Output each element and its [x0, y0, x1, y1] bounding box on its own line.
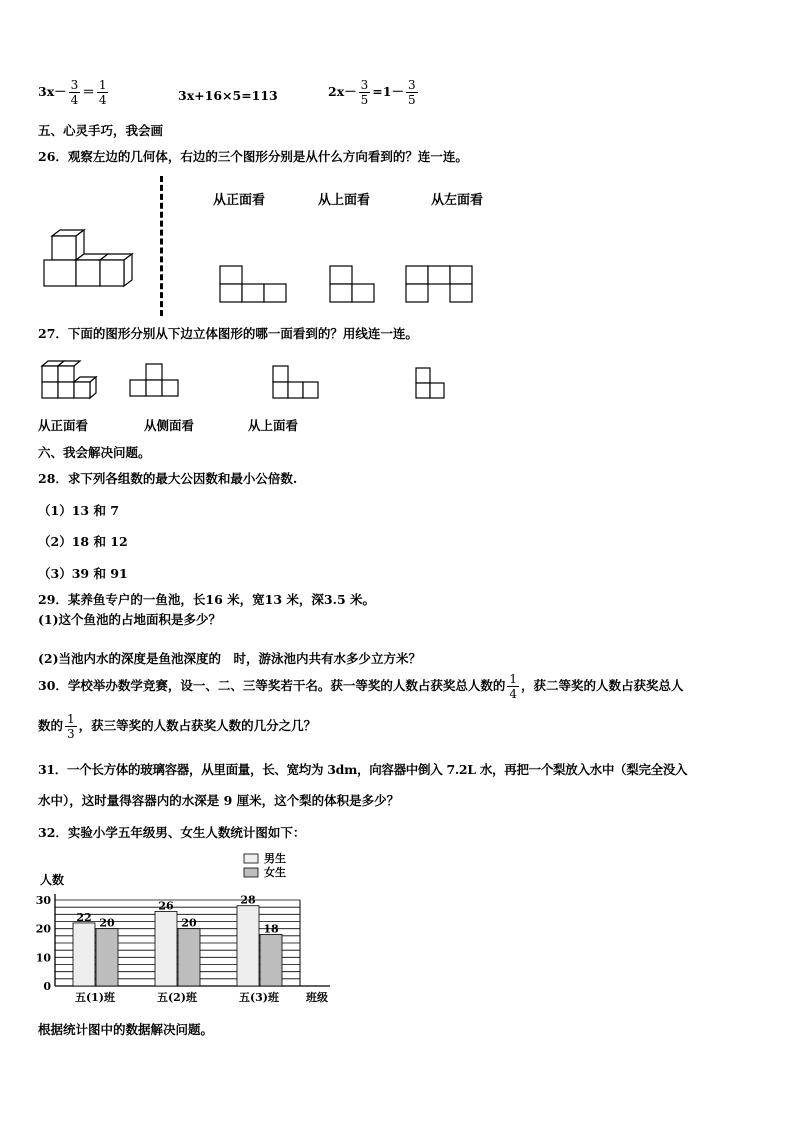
y-tick-label: 10: [35, 951, 51, 965]
label-front-view: 从正面看: [213, 193, 266, 208]
data-label: 26: [158, 899, 174, 913]
question-29: 29．某养鱼专户的一鱼池，长16 米，宽13 米，深3.5 米。: [38, 592, 375, 607]
x-tick-label: 五(3)班: [238, 991, 280, 1004]
q26-view-c: [406, 266, 476, 304]
data-label: 20: [181, 916, 197, 930]
equation-2: 3x+16×5=113: [178, 88, 278, 103]
q29-sub-1: (1)这个鱼池的占地面积是多少？: [38, 612, 222, 627]
section-5-heading: 五、心灵手巧，我会画: [38, 123, 164, 138]
section-6-heading: 六、我会解决问题。: [38, 445, 151, 460]
data-label: 20: [99, 916, 115, 930]
data-label: 22: [76, 910, 92, 924]
q28-item-3: （3）39 和 91: [38, 566, 128, 581]
legend-label: 女生: [264, 866, 286, 879]
q27-solid-figure: [40, 358, 102, 400]
equation-1: 3x－ $\frac{3}{4}$ ＝ $\frac{1}{4}$: [38, 78, 107, 107]
q26-view-a: [220, 266, 290, 304]
bar: [155, 911, 177, 986]
label-top-view: 从上面看: [318, 193, 371, 208]
legend-swatch: [244, 868, 258, 877]
question-31-line-1: 31．一个长方体的玻璃容器，从里面量，长、宽均为 3dm，向容器中倒入 7.2L 水，再把一个梨放入水中（梨完全没入: [38, 762, 688, 777]
q26-solid-figure: [40, 228, 140, 292]
label-side-view: 从侧面看: [144, 418, 195, 433]
equation-3: 2x－ $\frac{3}{5}$ =1－ $\frac{3}{5}$: [328, 78, 416, 107]
label-left-view: 从左面看: [431, 193, 484, 208]
bar: [73, 923, 95, 986]
x-tick-label: 五(1)班: [74, 991, 116, 1004]
x-tick-label: 五(2)班: [156, 991, 198, 1004]
question-28: 28．求下列各组数的最大公因数和最小公倍数.: [38, 471, 298, 486]
bar: [178, 929, 200, 986]
bar: [96, 929, 118, 986]
q32-instruction: 根据统计图中的数据解决问题。: [38, 1022, 214, 1037]
y-tick-label: 20: [35, 922, 51, 936]
bar-chart: [30, 848, 350, 1008]
legend-label: 男生: [264, 852, 286, 865]
q29-sub-2: (2)当池内水的深度是鱼池深度的 时，游泳池内共有水多少立方米？: [38, 651, 422, 666]
q28-item-1: （1）13 和 7: [38, 503, 119, 518]
question-30-line-2: 数的 $\frac{1}{3}$ ，获三等奖的人数占获奖人数的几分之几？: [38, 712, 317, 741]
y-tick-label: 30: [35, 894, 51, 907]
q26-view-b: [330, 266, 378, 304]
y-tick-label: 0: [43, 980, 51, 993]
divider-dashed: [160, 176, 163, 316]
q27-view-b: [273, 366, 321, 400]
question-27: 27．下面的图形分别从下边立体图形的哪一面看到的？用线连一连。: [38, 326, 418, 341]
question-30-line-1: 30．学校举办数学竞赛，设一、二、三等奖若干名。获一等奖的人数占获奖总人数的 $\frac{1}{4}$ ，获二等奖的人数占获奖总人: [38, 672, 684, 701]
data-label: 18: [263, 922, 279, 936]
q27-view-a: [130, 364, 180, 400]
y-axis-label: 人数: [40, 873, 65, 887]
bar: [260, 934, 282, 986]
question-31-line-2: 水中），这时量得容器内的水深是 9 厘米，这个梨的体积是多少？: [38, 793, 400, 808]
legend-swatch: [244, 854, 258, 863]
q28-item-2: （2）18 和 12: [38, 534, 128, 549]
question-26: 26．观察左边的几何体，右边的三个图形分别是从什么方向看到的？连一连。: [38, 149, 468, 164]
q27-view-c: [416, 368, 448, 402]
question-32: 32．实验小学五年级男、女生人数统计图如下：: [38, 825, 306, 840]
label-front-view: 从正面看: [38, 418, 89, 433]
x-axis-label: 班级: [306, 991, 328, 1004]
label-top-view: 从上面看: [248, 418, 299, 433]
bar: [237, 906, 259, 986]
data-label: 28: [240, 893, 256, 907]
